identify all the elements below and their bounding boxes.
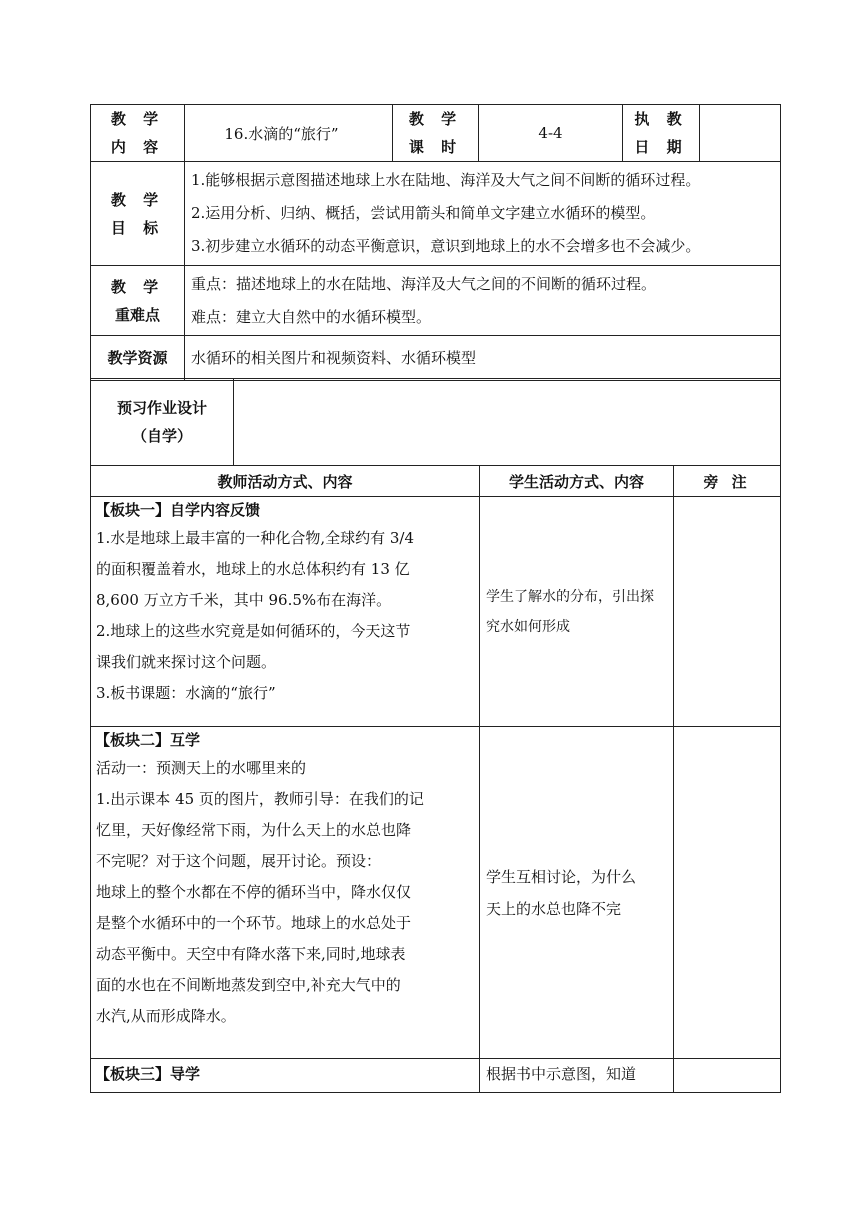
block-line: 不完呢？对于这个问题，展开讨论。预设： xyxy=(96,852,382,870)
objective-item: 1.能够根据示意图描述地球上水在陆地、海洋及大气之间不间断的循环过程。 xyxy=(191,171,701,189)
block-one-teacher xyxy=(91,497,480,727)
resources-value: 水循环的相关图片和视频资料、水循环模型 xyxy=(185,336,781,381)
block-line: 活动一：预测天上的水哪里来的 xyxy=(96,759,307,777)
student-line: 天上的水总也降不完 xyxy=(486,899,622,918)
period-label: 教 学 课 时 xyxy=(393,105,479,162)
date-value xyxy=(700,105,781,162)
key-point-item: 难点：建立大自然中的水循环模型。 xyxy=(191,307,432,326)
student-line: 究水如何形成 xyxy=(486,618,570,635)
block-title: 【板块二】互学 xyxy=(95,731,201,749)
objective-item: 2.运用分析、归纳、概括，尝试用箭头和简单文字建立水循环的模型。 xyxy=(191,204,656,222)
student-column-header: 学生活动方式、内容 xyxy=(480,466,674,497)
objective-item: 3.初步建立水循环的动态平衡意识，意识到地球上的水不会增多也不会减少。 xyxy=(191,237,701,255)
resources-label: 教学资源 xyxy=(91,336,185,381)
block-line: 的面积覆盖着水，地球上的水总体积约有 13 亿 xyxy=(96,560,410,578)
block-line: 是整个水循环中的一个环节。地球上的水总处于 xyxy=(96,914,412,932)
block-line: 课我们就来探讨这个问题。 xyxy=(96,653,277,671)
student-line: 学生了解水的分布，引出探 xyxy=(486,588,654,605)
date-label: 执 教 日 期 xyxy=(623,105,700,162)
block-two-teacher xyxy=(91,727,480,1059)
block-line: 8,600 万立方千米，其中 96.5%布在海洋。 xyxy=(96,591,392,609)
period-value: 4-4 xyxy=(479,105,623,162)
key-point-item: 重点：描述地球上的水在陆地、海洋及大气之间的不间断的循环过程。 xyxy=(191,274,657,293)
teacher-column-header: 教师活动方式、内容 xyxy=(91,466,480,497)
block-title: 【板块一】自学内容反馈 xyxy=(95,501,261,519)
block-line: 忆里，天好像经常下雨，为什么天上的水总也降 xyxy=(96,821,412,839)
objectives-list xyxy=(185,162,781,266)
block-three-note xyxy=(674,1059,781,1093)
block-one-student xyxy=(480,497,674,727)
preview-label: 预习作业设计 （自学） xyxy=(91,379,234,466)
block-two-student xyxy=(480,727,674,1059)
block-line: 1.出示课本 45 页的图片，教师引导：在我们的记 xyxy=(96,790,424,808)
student-line: 根据书中示意图，知道 xyxy=(486,1065,637,1083)
block-line: 1.水是地球上最丰富的一种化合物,全球约有 3/4 xyxy=(96,529,414,547)
activity-table xyxy=(90,465,781,1093)
student-line: 学生互相讨论，为什么 xyxy=(486,867,637,886)
note-column-header: 旁 注 xyxy=(674,466,781,497)
block-title: 【板块三】导学 xyxy=(95,1065,201,1083)
block-line: 地球上的整个水都在不停的循环当中，降水仅仅 xyxy=(96,883,412,901)
block-line: 水汽,从而形成降水。 xyxy=(96,1007,236,1025)
block-line: 2.地球上的这些水究竟是如何循环的，今天这节 xyxy=(96,622,411,640)
preview-table xyxy=(90,378,781,466)
block-three-teacher xyxy=(91,1059,480,1093)
block-line: 动态平衡中。天空中有降水落下来,同时,地球表 xyxy=(96,945,406,963)
block-one-note xyxy=(674,497,781,727)
key-points-list xyxy=(185,266,781,336)
objectives-label: 教 学 目 标 xyxy=(91,162,185,266)
block-two-note xyxy=(674,727,781,1059)
content-label: 教 学 内 容 xyxy=(91,105,185,162)
key-points-label: 教 学 重难点 xyxy=(91,266,185,336)
block-line: 面的水也在不间断地蒸发到空中,补充大气中的 xyxy=(96,976,401,994)
content-value: 16.水滴的“旅行” xyxy=(185,105,393,162)
block-line: 3.板书课题：水滴的“旅行” xyxy=(96,684,276,702)
lesson-info-table xyxy=(90,104,781,381)
block-three-student xyxy=(480,1059,674,1093)
preview-value xyxy=(234,379,781,466)
